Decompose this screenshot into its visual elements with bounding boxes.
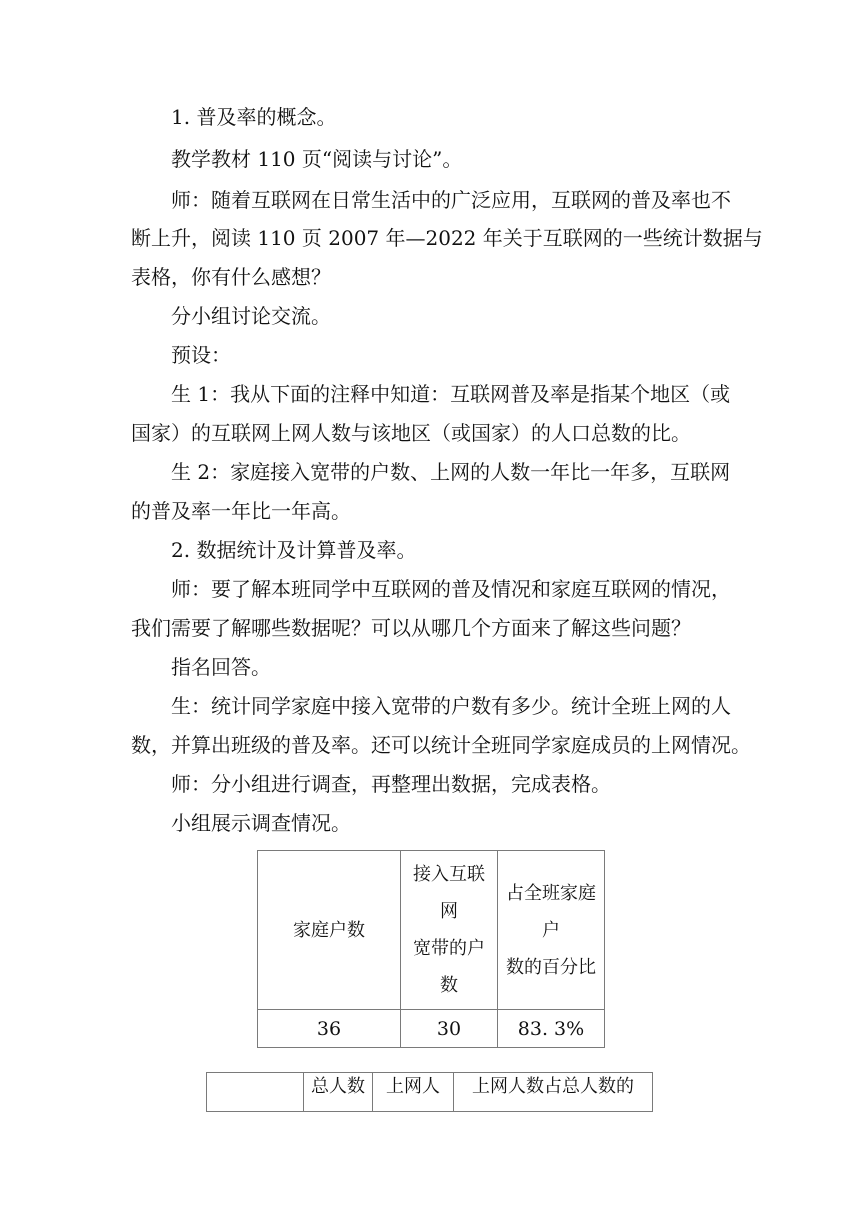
paragraph-heading-1: 1. 普及率的概念。	[171, 105, 337, 129]
paragraph-line: 生：统计同学家庭中接入宽带的户数有多少。统计全班上网的人	[171, 694, 731, 718]
table-header-cell: 上网人	[373, 1073, 454, 1112]
paragraph-line: 师：要了解本班同学中互联网的普及情况和家庭互联网的情况，	[171, 577, 731, 601]
table-header-cell: 总人数	[304, 1073, 373, 1112]
table-cell: 36	[258, 1010, 401, 1048]
paragraph-line: 生 1：我从下面的注释中知道：互联网普及率是指某个地区（或	[171, 382, 731, 406]
table-header-cell	[258, 851, 401, 1010]
paragraph-line: 师：随着互联网在日常生活中的广泛应用，互联网的普及率也不	[171, 188, 731, 212]
header-text-line: 数的百分比	[506, 956, 596, 978]
table-header-cell: 上网人数占总人数的	[454, 1073, 653, 1112]
table-header-cell	[498, 851, 605, 1010]
header-text-line: 户	[542, 919, 560, 941]
paragraph-line: 国家）的互联网上网人数与该地区（或国家）的人口总数的比。	[131, 421, 691, 445]
survey-table-people	[206, 1072, 653, 1112]
table-row	[258, 1010, 605, 1048]
header-text-line: 占全班家庭	[506, 882, 596, 904]
paragraph: 师：分小组进行调查，再整理出数据，完成表格。	[171, 772, 611, 796]
table-cell: 83. 3%	[498, 1010, 605, 1048]
table-header-cell	[401, 851, 498, 1010]
paragraph-line: 生 2：家庭接入宽带的户数、上网的人数一年比一年多，互联网	[171, 460, 731, 484]
paragraph: 小组展示调查情况。	[171, 811, 351, 835]
paragraph-line: 表格，你有什么感想？	[131, 265, 331, 289]
paragraph: 教学教材 110 页“阅读与讨论”。	[171, 147, 463, 171]
header-text-line: 网	[440, 901, 458, 922]
table-header-cell	[207, 1073, 304, 1112]
paragraph: 分小组讨论交流。	[171, 304, 331, 328]
header-text-line: 数	[440, 975, 458, 996]
table-cell: 30	[401, 1010, 498, 1048]
header-text-line: 接入互联	[413, 864, 485, 885]
header-text-line: 家庭户数	[293, 919, 365, 941]
paragraph-line: 我们需要了解哪些数据呢？可以从哪几个方面来了解这些问题？	[131, 616, 691, 640]
paragraph: 指名回答。	[171, 655, 271, 679]
paragraph-line: 断上升，阅读 110 页 2007 年—2022 年关于互联网的一些统计数据与	[131, 226, 763, 250]
paragraph-line: 的普及率一年比一年高。	[131, 499, 351, 523]
paragraph: 预设：	[171, 343, 231, 367]
paragraph-heading-2: 2. 数据统计及计算普及率。	[171, 538, 417, 562]
survey-table-households	[257, 850, 605, 1048]
paragraph-line: 数，并算出班级的普及率。还可以统计全班同学家庭成员的上网情况。	[131, 733, 751, 757]
header-text-line: 宽带的户	[413, 938, 485, 959]
